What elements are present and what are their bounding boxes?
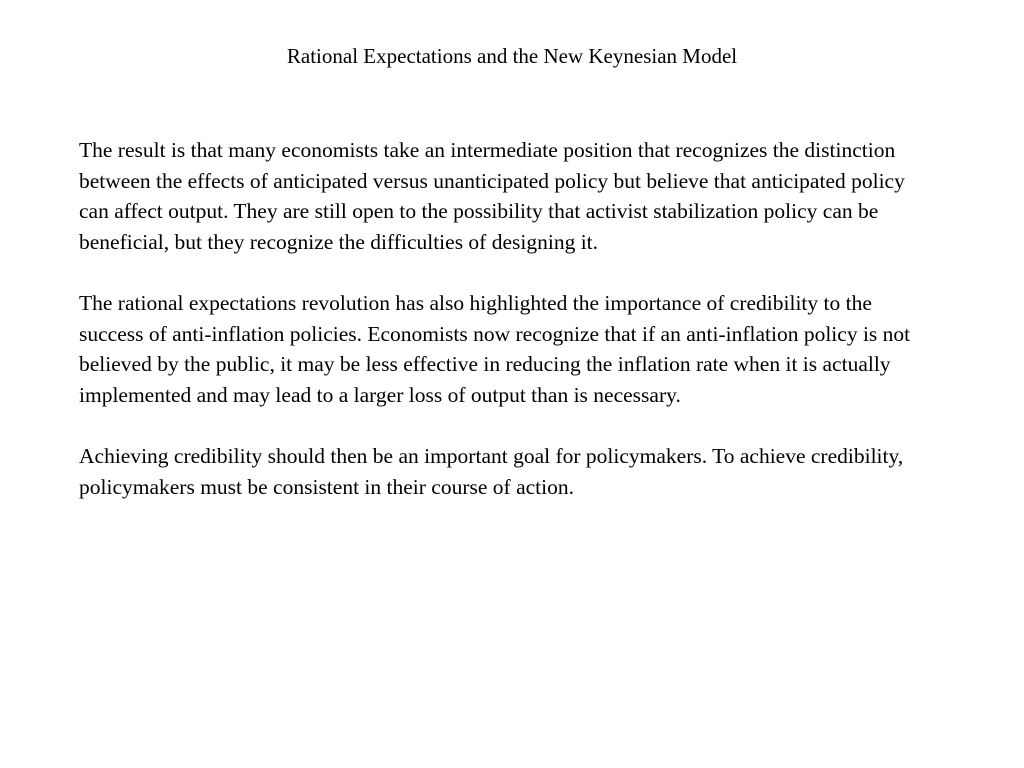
paragraph-credibility-importance: The rational expectations revolution has also highlighted the importance of credibility to the success of anti-inflation policies. Economists now recognize that if an anti-inflation policy is not believed by the public, it may be less effective in reducing the inflation rate when it is actually implemented and may lead to a larger loss of output than is necessary.: [79, 290, 911, 407]
paragraph-achieving-credibility: Achieving credibility should then be an important goal for policymakers. To achieve credibility, policymakers must be consistent in their course of action.: [79, 443, 904, 499]
slide-body: [79, 135, 929, 533]
slide-title: Rational Expectations and the New Keynesian Model: [286, 44, 738, 68]
paragraph-intermediate-position: The result is that many economists take an intermediate position that recognizes the distinction between the effects of anticipated versus unanticipated policy but believe that anticipated policy can affect output. They are still open to the possibility that activist stabilization policy can be beneficial, but they recognize the difficulties of designing it.: [79, 138, 905, 254]
